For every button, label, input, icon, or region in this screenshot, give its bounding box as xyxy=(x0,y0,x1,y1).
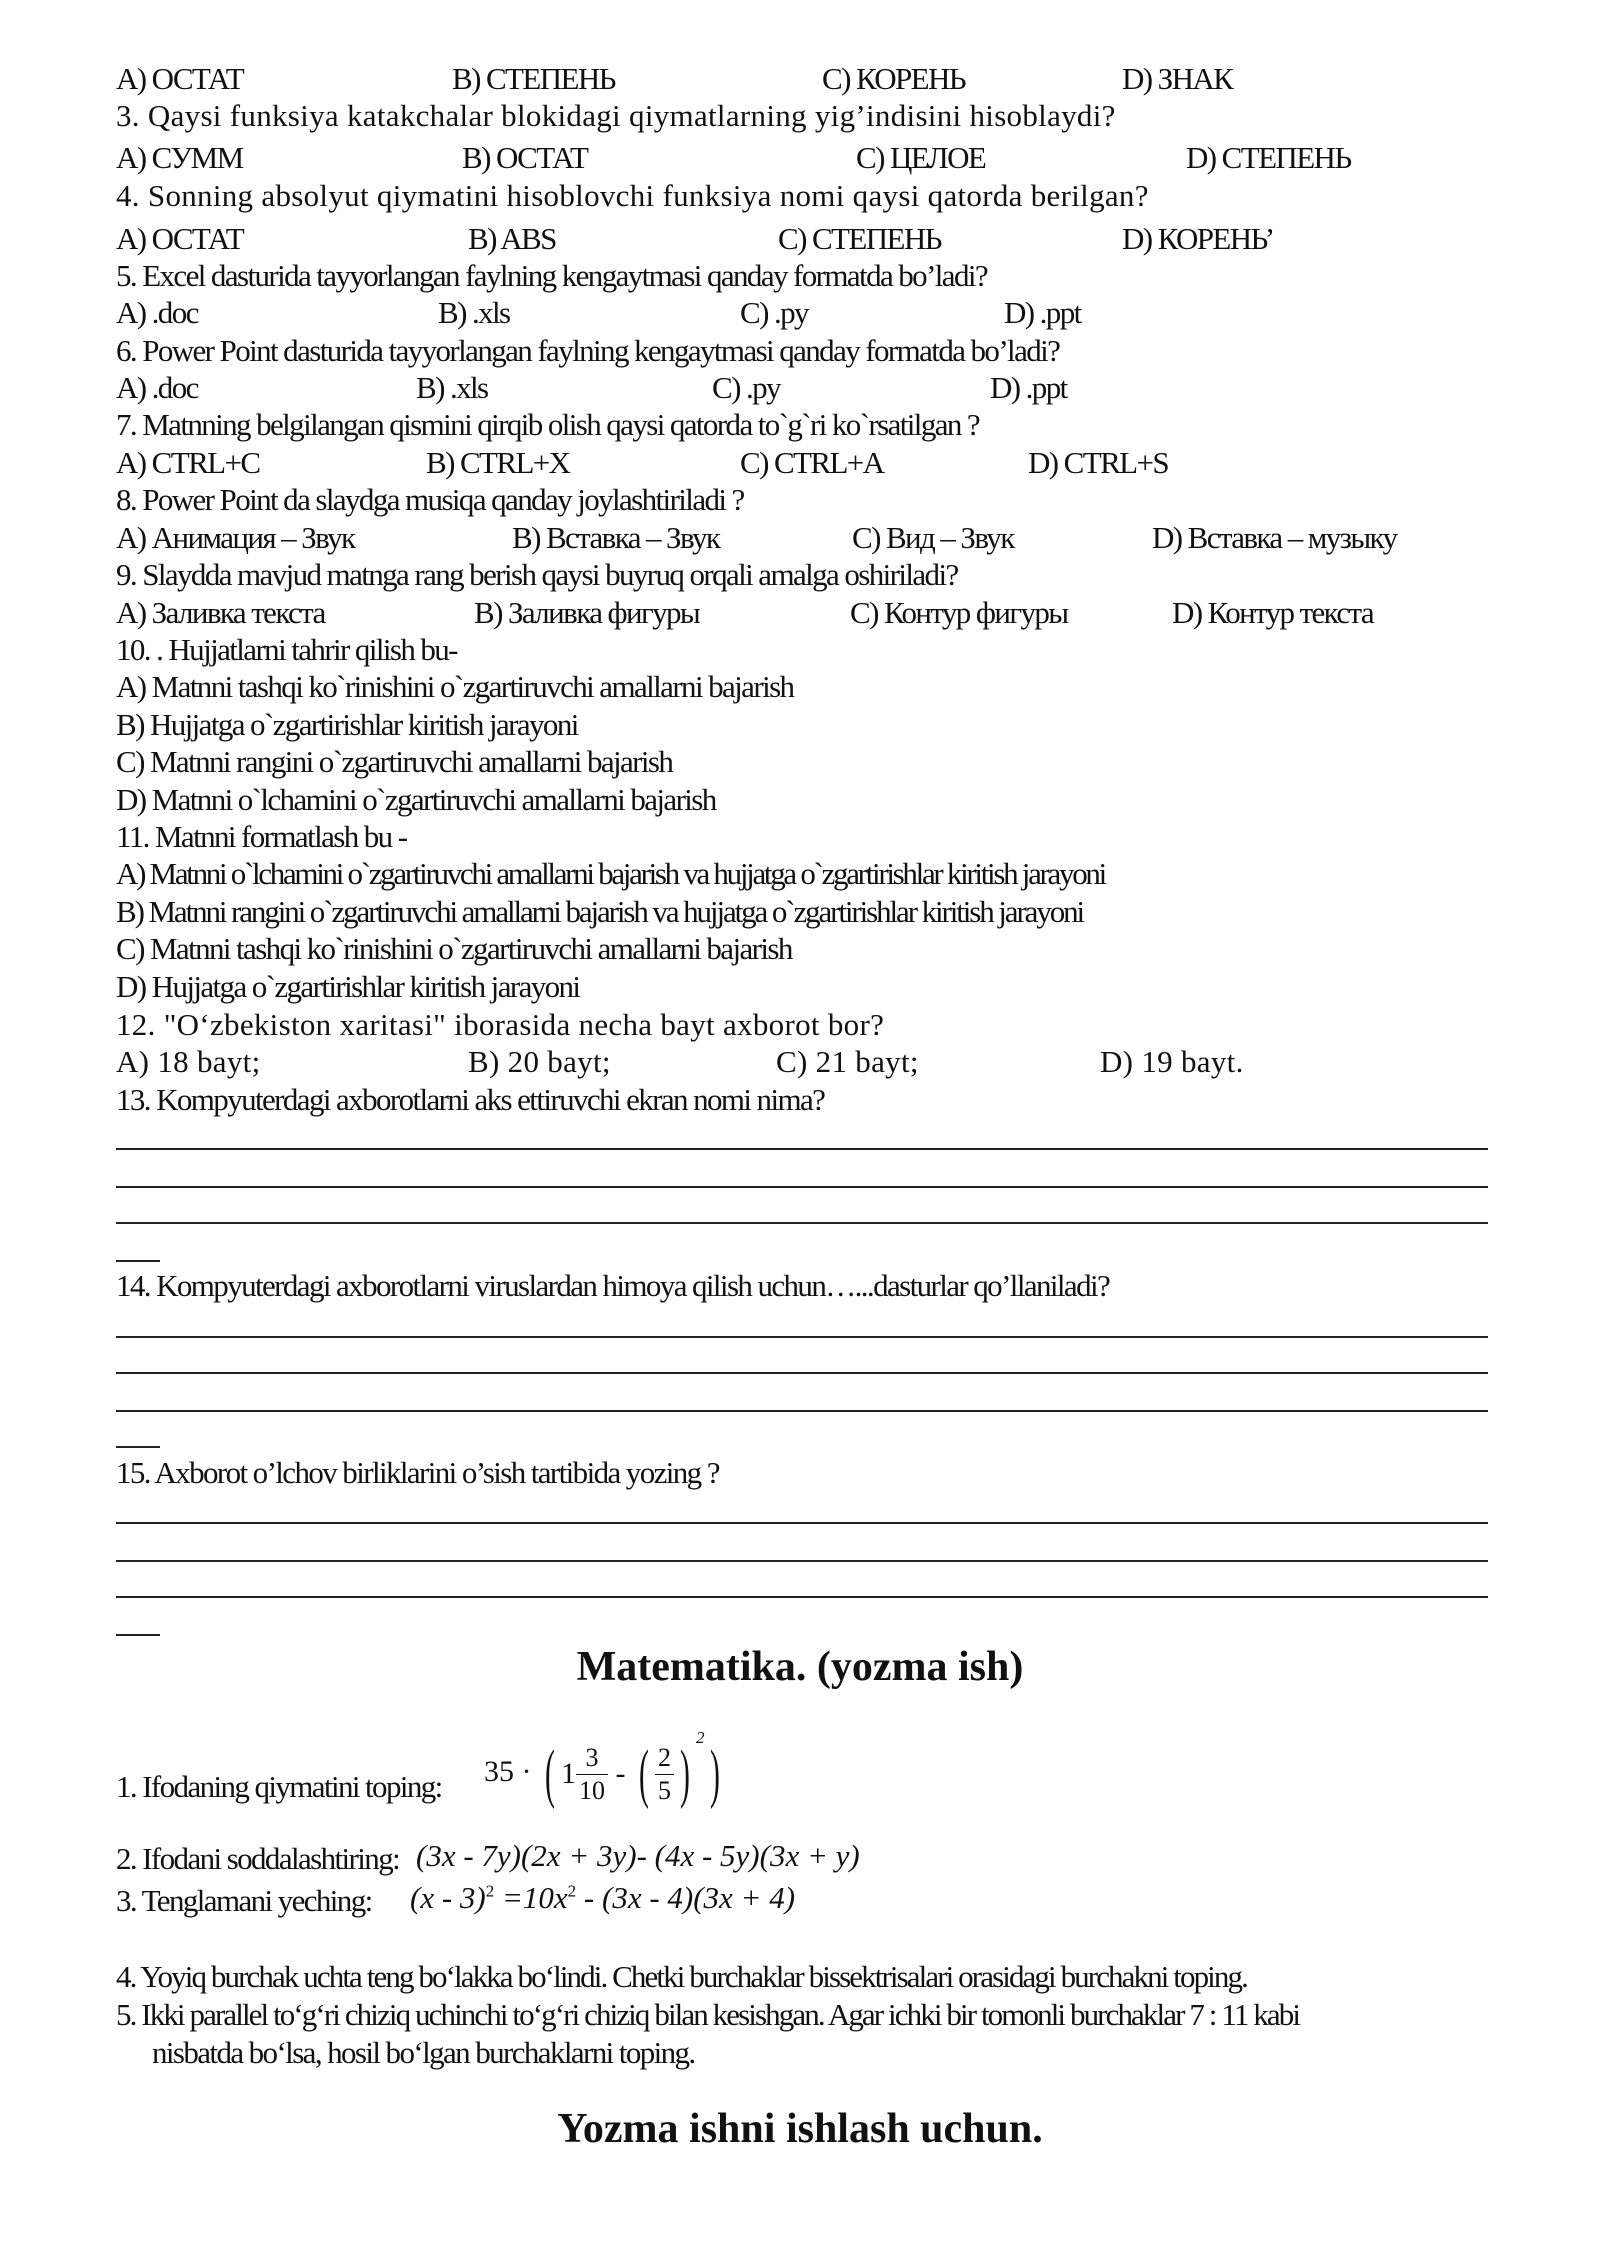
q8-option-c: C) Вид – Звук xyxy=(852,520,1014,555)
math-section-title: Matematika. (yozma ish) xyxy=(576,1644,1024,1690)
q8-option-b: B) Вставка – Звук xyxy=(512,520,720,555)
q3-question: 3. Qaysi funksiya katakchalar blokidagi qiymatlarning yig’indisini hisoblaydi? xyxy=(116,98,1116,133)
q10-option-b: B) Hujjatga o`zgartirishlar kiritish jarayoni xyxy=(116,707,578,742)
q2-option-c: C) КОРЕНЬ xyxy=(822,61,966,96)
q2-option-a: A) ОСТАТ xyxy=(116,61,244,96)
q4-option-b: B) ABS xyxy=(468,221,556,256)
q11-question: 11. Matnni formatlash bu - xyxy=(116,819,407,854)
q9-question: 9. Slaydda mavjud matnga rang berish qaysi buyruq orqali amalga oshiriladi? xyxy=(116,557,958,592)
q9-option-c: C) Контур фигуры xyxy=(850,595,1068,630)
q5-options xyxy=(0,294,1600,331)
q3-options xyxy=(0,139,1600,176)
math-task-2-expression: (3x - 7y)(2x + 3y)- (4x - 5y)(3x + y) xyxy=(416,1838,860,1873)
q14-answer-line[interactable] xyxy=(116,1336,1488,1338)
q15-question: 15. Axborot o’lchov birliklarini o’sish tartibida yozing ? xyxy=(116,1455,719,1490)
left-paren-icon: ( xyxy=(545,1737,555,1811)
q7-options xyxy=(0,444,1600,481)
q12-option-b: B) 20 bayt; xyxy=(468,1044,611,1079)
q5-question: 5. Excel dasturida tayyorlangan faylning kengaytmasi qanday formatda bo’ladi? xyxy=(116,258,988,293)
q10-option-c: C) Matnni rangini o`zgartiruvchi amallarni bajarish xyxy=(116,744,673,779)
q12-option-a: A) 18 bayt; xyxy=(116,1044,261,1079)
q11-option-b: B) Matnni rangini o`zgartiruvchi amallarni bajarish va hujjatga o`zgartirishlar kiritish jarayoni xyxy=(116,894,1084,929)
q7-option-b: B) CTRL+X xyxy=(426,445,570,480)
m1-fraction-1: $\frac{3}{10}$ xyxy=(576,1742,608,1807)
q4-question: 4. Sonning absolyut qiymatini hisoblovchi funksiya nomi qaysi qatorda berilgan? xyxy=(116,178,1149,213)
math-task-2-label: 2. Ifodani soddalashtiring: xyxy=(116,1841,400,1876)
q3-option-c: C) ЦЕЛОЕ xyxy=(856,140,986,175)
q15-answer-line-end xyxy=(116,1634,160,1636)
q4-option-d: D) КОРЕНЬ’ xyxy=(1122,221,1274,256)
q8-question: 8. Power Point da slaydga musiqa qanday joylashtiriladi ? xyxy=(116,482,744,517)
q7-option-a: A) CTRL+C xyxy=(116,445,260,480)
q11-option-a: A) Matnni o`lchamini o`zgartiruvchi amallarni bajarish va hujjatga o`zgartirishlar kiritish jarayoni xyxy=(116,856,1105,891)
q13-answer-line[interactable] xyxy=(116,1186,1488,1188)
math-task-5-line-1: 5. Ikki parallel to‘g‘ri chiziq uchinchi to‘g‘ri chiziq bilan kesishgan. Agar ichki bir tomonli burchaklar 7 : 11 kabi xyxy=(116,1997,1300,2032)
q3-option-b: B) ОСТАТ xyxy=(462,140,588,175)
q13-answer-line[interactable] xyxy=(116,1222,1488,1224)
q9-options xyxy=(0,594,1600,631)
q12-question: 12. "O‘zbekiston xaritasi" iborasida necha bayt axborot bor? xyxy=(116,1007,885,1042)
q9-option-d: D) Контур текста xyxy=(1172,595,1374,630)
q6-option-a: A) .doc xyxy=(116,370,198,405)
q13-answer-line[interactable] xyxy=(116,1148,1488,1150)
q14-answer-line[interactable] xyxy=(116,1410,1488,1412)
math-task-5-line-2: nisbatda bo‘lsa, hosil bo‘lgan burchaklarni toping. xyxy=(152,2035,695,2070)
math-task-1-label: 1. Ifodaning qiymatini toping: xyxy=(116,1769,442,1804)
q3-option-a: A) СУММ xyxy=(116,140,243,175)
q5-option-c: C) .py xyxy=(740,295,808,330)
m1-coefficient: 35 · xyxy=(484,1755,532,1788)
q6-options xyxy=(0,369,1600,406)
q7-option-c: C) CTRL+A xyxy=(740,445,884,480)
q12-options xyxy=(0,1043,1600,1080)
q6-option-d: D) .ppt xyxy=(990,370,1067,405)
right-paren-icon: ) xyxy=(680,1737,690,1811)
q6-question: 6. Power Point dasturida tayyorlangan faylning kengaytmasi qanday formatda bo’ladi? xyxy=(116,333,1060,368)
q12-option-c: C) 21 bayt; xyxy=(776,1044,919,1079)
q11-option-d: D) Hujjatga o`zgartirishlar kiritish jarayoni xyxy=(116,969,580,1004)
q3-option-d: D) СТЕПЕНЬ xyxy=(1186,140,1351,175)
m1-whole: 1 xyxy=(560,1757,576,1791)
q4-option-a: A) ОСТАТ xyxy=(116,221,244,256)
math-task-3-label: 3. Tenglamani yeching: xyxy=(116,1883,372,1918)
q2-option-b: B) СТЕПЕНЬ xyxy=(452,61,615,96)
m3-middle-power: 2 xyxy=(567,1881,577,1901)
q13-answer-line-end xyxy=(116,1260,160,1262)
q11-option-c: C) Matnni tashqi ko`rinishini o`zgartiruvchi amallarni bajarish xyxy=(116,931,792,966)
q5-option-a: A) .doc xyxy=(116,295,198,330)
q15-answer-line[interactable] xyxy=(116,1596,1488,1598)
m3-lhs: (x - 3) xyxy=(410,1880,486,1915)
q8-option-d: D) Вставка – музыку xyxy=(1152,520,1397,555)
q14-answer-line[interactable] xyxy=(116,1372,1488,1374)
right-paren-icon: ) xyxy=(710,1737,721,1811)
math-task-1-expression xyxy=(484,1728,726,1811)
q7-question: 7. Matnning belgilangan qismini qirqib olish qaysi qatorda to`g`ri ko`rsatilgan ? xyxy=(116,407,980,442)
m1-fraction-2: $\frac{2}{5}$ xyxy=(655,1742,674,1807)
q4-options xyxy=(0,220,1600,257)
q8-options xyxy=(0,519,1600,556)
q6-option-b: B) .xls xyxy=(416,370,488,405)
q15-answer-line[interactable] xyxy=(116,1560,1488,1562)
q9-option-a: A) Заливка текста xyxy=(116,595,325,630)
q8-option-a: A) Анимация – Звук xyxy=(116,520,355,555)
footer-title: Yozma ishni ishlash uchun. xyxy=(557,2106,1043,2152)
q10-option-a: A) Matnni tashqi ko`rinishini o`zgartiruvchi amallarni bajarish xyxy=(116,669,794,704)
math-task-4: 4. Yoyiq burchak uchta teng bo‘lakka bo‘lindi. Chetki burchaklar bissektrisalari orasidagi burchakni toping. xyxy=(116,1959,1247,1994)
m3-middle: =10x xyxy=(494,1880,568,1915)
m1-minus: - xyxy=(615,1757,626,1791)
q6-option-c: C) .py xyxy=(712,370,780,405)
q10-option-d: D) Matnni o`lchamini o`zgartiruvchi amallarni bajarish xyxy=(116,782,716,817)
m3-lhs-power: 2 xyxy=(485,1881,495,1901)
q4-option-c: C) СТЕПЕНЬ xyxy=(778,221,941,256)
q14-question: 14. Kompyuterdagi axborotlarni viruslardan himoya qilish uchun…...dasturlar qo’llaniladi? xyxy=(116,1268,1110,1303)
math-task-3-equation xyxy=(410,1880,795,1916)
q14-answer-line-end xyxy=(116,1446,160,1448)
m3-rhs: - (3x - 4)(3x + 4) xyxy=(576,1880,796,1915)
q2-option-d: D) ЗНАК xyxy=(1122,61,1233,96)
q5-option-b: B) .xls xyxy=(438,295,510,330)
q5-option-d: D) .ppt xyxy=(1004,295,1081,330)
q7-option-d: D) CTRL+S xyxy=(1028,445,1169,480)
q15-answer-line[interactable] xyxy=(116,1522,1488,1524)
q13-question: 13. Kompyuterdagi axborotlarni aks ettiruvchi ekran nomi nima? xyxy=(116,1082,825,1117)
left-paren-icon: ( xyxy=(639,1737,649,1811)
q9-option-b: B) Заливка фигуры xyxy=(474,595,700,630)
q10-question: 10. . Hujjatlarni tahrir qilish bu- xyxy=(116,632,457,667)
q2-options xyxy=(0,60,1600,97)
q12-option-d: D) 19 bayt. xyxy=(1100,1044,1244,1079)
m1-power: 2 xyxy=(695,1728,705,1747)
